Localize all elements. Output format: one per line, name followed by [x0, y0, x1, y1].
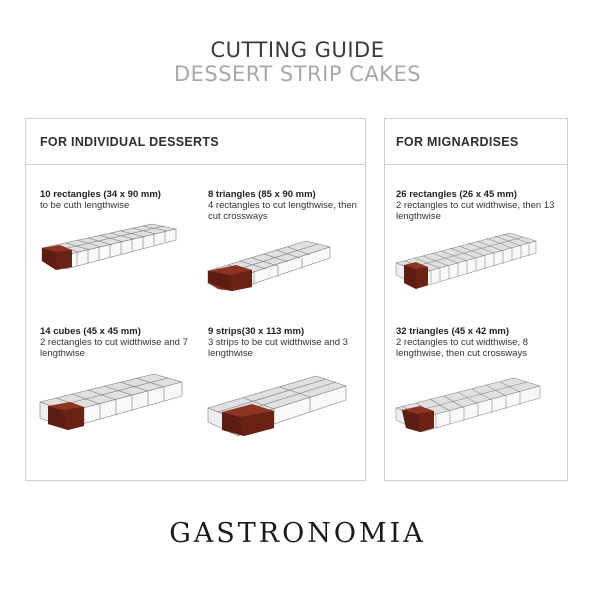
item-title: 32 triangles (45 x 42 mm) [396, 326, 509, 337]
individual-desserts-panel [25, 118, 366, 481]
page-subtitle: DESSERT STRIP CAKES [173, 62, 422, 86]
item-description: 4 rectangles to cut lengthwise, then cut crossways [208, 200, 357, 222]
cut-item-32-triangles [396, 326, 564, 359]
item-description: 2 rectangles to cut widthwise, 8 lengthwise, then cut crossways [396, 337, 529, 359]
strip-cake-illustration-strips [208, 372, 350, 442]
panel-heading-individual: FOR INDIVIDUAL DESSERTS [26, 119, 365, 165]
mignardises-panel [384, 118, 568, 481]
item-title: 14 cubes (45 x 45 mm) [40, 326, 141, 337]
cut-item-9-strips [208, 326, 358, 359]
cut-item-14-cubes [40, 326, 190, 359]
item-description: 2 rectangles to cut widthwise and 7 lengthwise [40, 337, 188, 359]
cut-item-26-rectangles [396, 189, 561, 222]
cut-item-8-triangles [208, 189, 358, 222]
item-title: 9 strips(30 x 113 mm) [208, 326, 305, 337]
page-title: CUTTING GUIDE [210, 38, 385, 62]
gastronomia-logo: GASTRONOMIA [169, 518, 426, 549]
item-description: to be cuth lengthwise [40, 200, 130, 211]
cut-item-10-rectangles [40, 189, 190, 211]
panel-heading-mignardises: FOR MIGNARDISES [385, 119, 567, 165]
item-description: 2 rectangles to cut widthwise, then 13 lengthwise [396, 200, 555, 222]
strip-cake-illustration-mignardise-rectangles [396, 233, 540, 295]
item-title: 26 rectangles (26 x 45 mm) [396, 189, 517, 200]
strip-cake-illustration-cubes [40, 372, 186, 436]
strip-cake-illustration-mignardise-triangles [396, 370, 544, 440]
item-title: 8 triangles (85 x 90 mm) [208, 189, 316, 200]
strip-cake-illustration-rectangles [40, 221, 180, 273]
strip-cake-illustration-triangles [208, 233, 334, 293]
item-description: 3 strips to be cut widthwise and 3 lengthwise [208, 337, 348, 359]
item-title: 10 rectangles (34 x 90 mm) [40, 189, 161, 200]
